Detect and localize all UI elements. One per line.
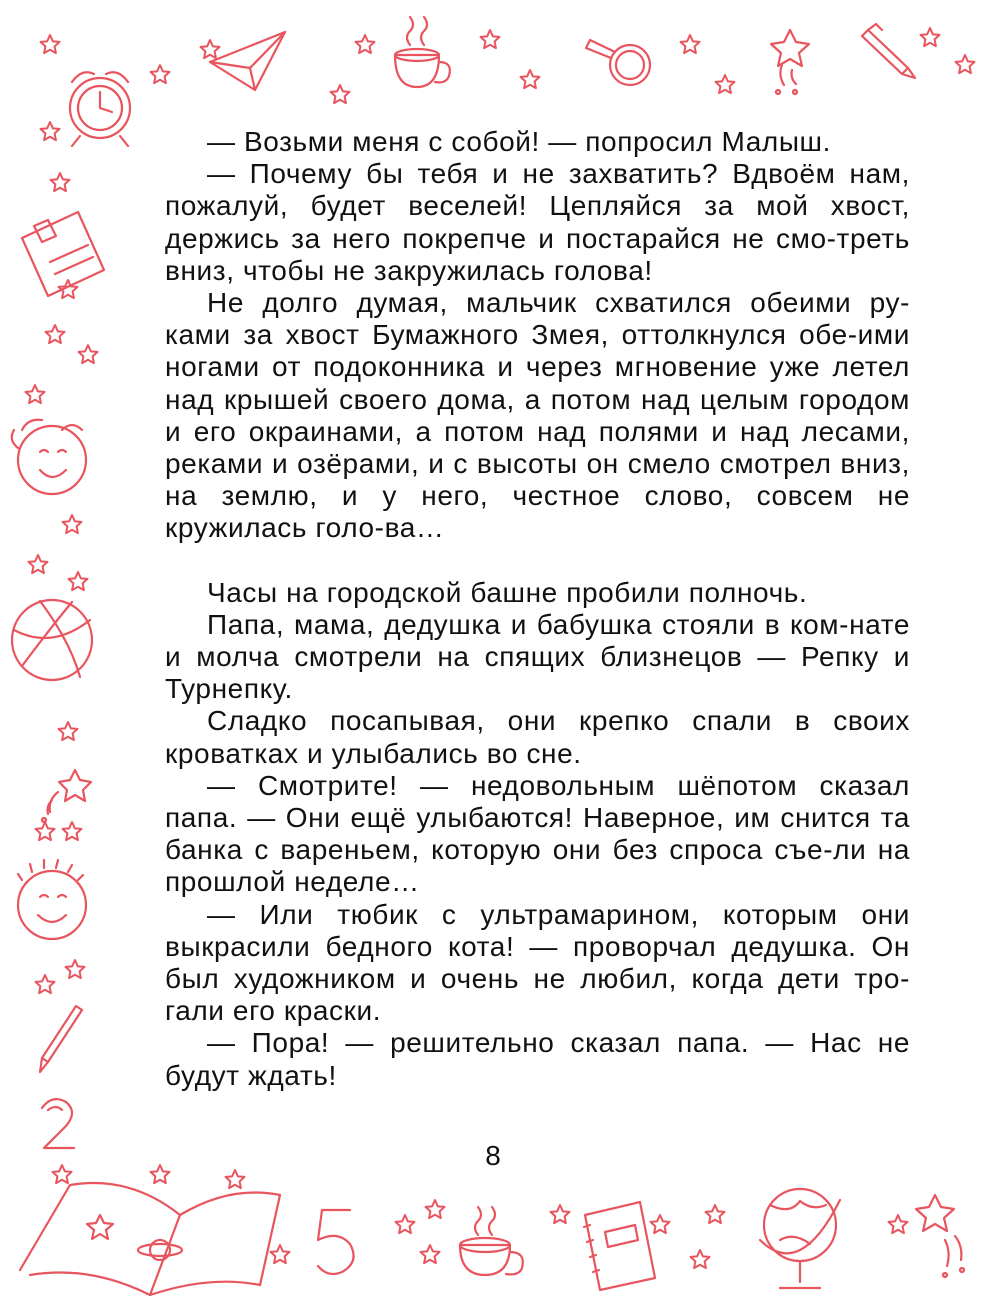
paragraph: Не долго думая, мальчик схватился обеими ру-ками за хвост Бумажного Змея, оттолкнулся обе-ими ногами от подоконника и через мгновение уже летел над крышей своего дома, а потом над целым городом и его окраинами, а потом над полями и над лесами, реками и озёрами, и с высоты он смело смотрел вниз, на землю, и у него, честное слово, совсем не кружилась голо-ва… [165, 287, 910, 544]
boy-face-icon [18, 860, 86, 939]
number-five-icon [318, 1210, 354, 1274]
pen-icon [862, 24, 915, 78]
paragraph: Папа, мама, дедушка и бабушка стояли в ком-нате и молча смотрели на спящих близнецов — Репку и Турнепку. [165, 608, 910, 705]
page-number: 8 [485, 1140, 501, 1171]
paragraph: Часы на городской башне пробили полночь. [207, 576, 808, 608]
shooting-star-icon [771, 30, 809, 94]
coffee-cup-icon [395, 17, 450, 87]
coffee-cup-icon [460, 1207, 523, 1275]
sticky-note-icon [22, 212, 104, 296]
pen-icon [40, 1006, 82, 1072]
magnifier-icon [586, 40, 650, 85]
basketball-icon [12, 600, 92, 680]
notebook-icon [584, 1202, 655, 1290]
section-gap [165, 545, 910, 577]
globe-icon [760, 1189, 840, 1288]
paragraph: — Пора! — решительно сказал папа. — Нас не будут ждать! [165, 1027, 910, 1091]
shooting-star-icon [42, 770, 91, 822]
paragraph: Сладко посапывая, они крепко спали в своих кроватках и улыбались во сне. [165, 705, 910, 769]
paragraph: — Смотрите! — недовольным шёпотом сказал папа. — Они ещё улыбаются! Наверное, им снится та банка с вареньем, которую они без спроса съе-ли на прошлой неделе… [165, 769, 910, 898]
open-book-icon [20, 1183, 280, 1295]
shooting-star-icon [916, 1195, 964, 1277]
paper-plane-icon [210, 32, 285, 90]
paragraph: — Или тюбик с ультрамарином, которым они выкрасили бедного кота! — проворчал дедушка. Он был художником и очень не любил, когда дети тро-гали его краски. [165, 898, 910, 1027]
alarm-clock-icon [70, 72, 130, 146]
girl-face-icon [12, 420, 86, 494]
paragraph: — Почему бы тебя и не захватить? Вдвоём нам, пожалуй, будет веселей! Цепляйся за мой хвост, держись за него покрепче и постарайся не смо-треть вниз, чтобы не закружилась голова! [165, 158, 910, 286]
story-text [165, 126, 910, 1092]
paragraph: — Возьми меня с собой! — попросил Малыш. [207, 126, 832, 157]
